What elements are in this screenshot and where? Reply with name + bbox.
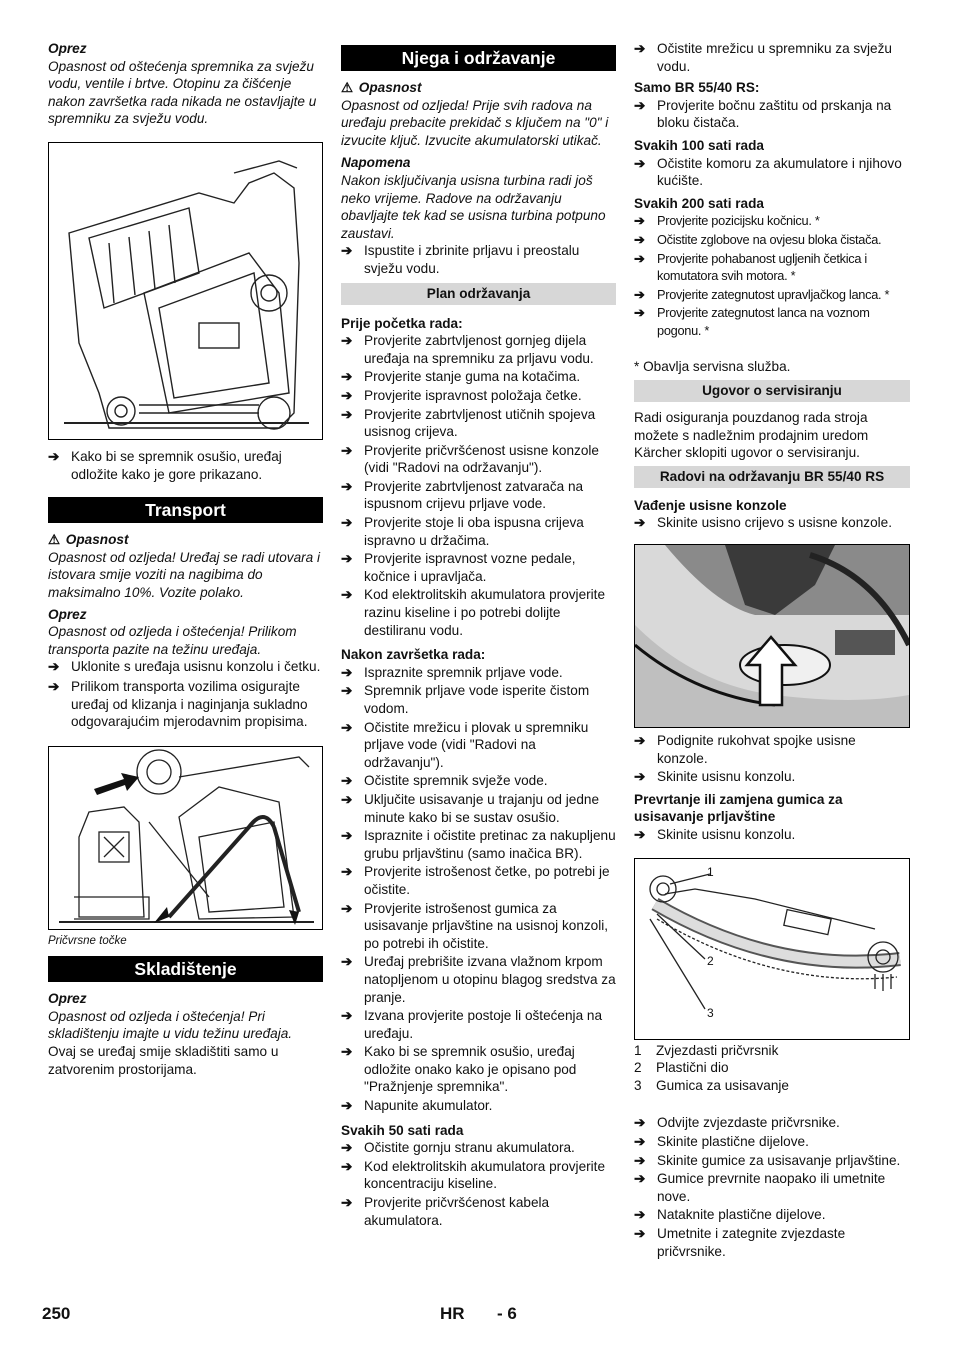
arrow-right-icon: ➔ xyxy=(341,719,353,735)
caution-heading-3: Oprez xyxy=(48,991,87,1007)
caution-text-3: Opasnost od ozljeda i oštećenja! Pri skladištenju imajte u vidu težinu uređaja. xyxy=(48,1008,293,1042)
fixing-points-figure xyxy=(48,746,323,930)
every-50-hours-list xyxy=(341,1139,616,1229)
list-item: ➔ Provjerite pričvršćenost usisne konzole (vidi "Radovi na održavanju"). xyxy=(341,442,599,476)
list-item: ➔ Podignite rukohvat spojke usisne konzole. xyxy=(634,733,856,766)
arrow-right-icon: ➔ xyxy=(341,900,353,916)
arrow-right-icon: ➔ xyxy=(341,1195,353,1211)
arrow-right-icon: ➔ xyxy=(341,478,353,494)
list-item: ➔ Provjerite zategnutost lanca na voznom pogonu. * xyxy=(634,305,870,338)
mesh-bullet: ➔ Očistite mrežicu u spremniku za svježu vodu. xyxy=(634,41,892,74)
arrow-right-icon: ➔ xyxy=(341,1044,353,1060)
list-item: ➔ Kod elektrolitskih akumulatora provjerite razinu kiseline i po potrebi dolijte destiliranu vodu. xyxy=(341,587,606,638)
arrow-right-icon: ➔ xyxy=(634,827,646,843)
list-item: ➔ Izvana provjerite postoje li oštećenja na uređaju. xyxy=(341,1008,603,1041)
before-work-heading: Prije početka rada: xyxy=(341,315,463,331)
removal-bullet: ➔ Skinite usisno crijevo s usisne konzole. xyxy=(634,515,892,531)
storage-text: Ovaj se uređaj smije skladištiti samo u zatvorenim prostorijama. xyxy=(48,1044,279,1077)
callout-2: 2 xyxy=(707,953,714,968)
list-item: ➔ Provjerite pohabanost ugljenih četkica i komutatora svih motora. * xyxy=(634,250,867,284)
list-item: ➔ Skinite plastične dijelove. xyxy=(634,1134,809,1149)
list-item: ➔ Očistite spremnik svježe vode. xyxy=(341,773,548,789)
arrow-right-icon: ➔ xyxy=(341,683,353,699)
arrow-right-icon: ➔ xyxy=(634,213,645,229)
arrow-right-icon: ➔ xyxy=(341,664,353,680)
plan-heading: Plan održavanja xyxy=(341,283,616,305)
column-2 xyxy=(341,45,616,1229)
arrow-right-icon: ➔ xyxy=(634,1225,646,1241)
removal-heading: Vađenje usisne konzole xyxy=(634,497,787,513)
list-item: ➔ Skinite usisnu konzolu. xyxy=(634,769,796,785)
flip-replace-heading: Prevrtanje ili zamjena gumica za usisavanje prljavštine xyxy=(634,791,843,825)
every-100-hours-bullet: ➔ Očistite komoru za akumulatore i njihovo kućište. xyxy=(634,155,902,189)
callout-3: 3 xyxy=(707,1005,714,1020)
arrow-right-icon: ➔ xyxy=(341,587,353,603)
list-item: ➔ Provjerite stanje guma na kotačima. xyxy=(341,369,581,385)
section-storage-heading: Skladištenje xyxy=(48,956,323,982)
arrow-right-icon: ➔ xyxy=(634,769,646,785)
list-item: ➔ Ispraznite i očistite pretinac za nakupljenu grubu prljavštinu (samo inačica BR). xyxy=(341,828,616,861)
arrow-right-icon: ➔ xyxy=(341,387,353,403)
list-item: ➔ Uključite usisavanje u trajanju od jedne minute kako bi se sustav osušio. xyxy=(341,791,600,825)
suction-coupling-photo xyxy=(634,544,910,728)
arrow-right-icon: ➔ xyxy=(341,515,353,531)
every-50-hours-heading: Svakih 50 sati rada xyxy=(341,1122,464,1138)
arrow-right-icon: ➔ xyxy=(48,659,60,675)
list-item: ➔ Kod elektrolitskih akumulatora provjerite koncentraciju kiseline. xyxy=(341,1158,606,1192)
arrow-right-icon: ➔ xyxy=(634,231,645,247)
suction-coupling-illustration xyxy=(635,545,909,727)
warning-triangle-icon: ⚠ xyxy=(341,80,354,95)
warning-triangle-icon: ⚠ xyxy=(48,532,61,548)
page-number: 250 xyxy=(42,1304,71,1323)
arrow-right-icon: ➔ xyxy=(634,250,645,266)
arrow-right-icon: ➔ xyxy=(341,1008,353,1024)
caution-text: Opasnost od oštećenja spremnika za svježu vodu, ventile i brtve. Otopinu za čišćenje nakon završetka rada nikada ne ostavljajte u spremniku za svježu vodu. xyxy=(48,58,317,127)
arrow-right-icon: ➔ xyxy=(341,333,353,349)
arrow-right-icon: ➔ xyxy=(341,791,353,807)
contract-heading: Ugovor o servisiranju xyxy=(634,380,910,402)
suction-bar-figure xyxy=(634,858,910,1040)
list-item: ➔ Provjerite zategnutost upravljačkog lanca. * xyxy=(634,286,890,302)
language-code: HR xyxy=(440,1304,465,1323)
arrow-right-icon: ➔ xyxy=(341,954,353,970)
column-1 xyxy=(48,40,323,1078)
list-item: ➔ Provjerite stoje li oba ispusna crijeva ispravno u držačima. xyxy=(341,515,584,548)
arrow-right-icon: ➔ xyxy=(634,97,646,113)
list-item: ➔ Prilikom transporta vozilima osigurajte uređaj od klizanja i naginjanja sukladno odgovarajućim mjerodavnim propisima. xyxy=(48,678,308,730)
list-item: ➔ Provjerite zabrtvljenost utičnih spojeva usisnog crijeva. xyxy=(341,406,596,440)
section-maintenance-heading: Njega i održavanje xyxy=(341,45,616,71)
danger-text: Opasnost od ozljeda! Uređaj se radi utovara i istovara smije voziti na nagibima do maksimalno 10%. Vozite polako. xyxy=(48,549,321,600)
arrow-right-icon: ➔ xyxy=(634,286,645,302)
arrow-right-icon: ➔ xyxy=(634,733,646,749)
danger-heading: ⚠ Opasnost xyxy=(341,80,422,95)
arrow-right-icon: ➔ xyxy=(634,1171,646,1187)
works-heading: Radovi na održavanju BR 55/40 RS xyxy=(634,466,910,488)
drain-bullet: ➔ Kako bi se spremnik osušio, uređaj odložite kako je gore prikazano. xyxy=(48,448,282,482)
list-item: ➔ Provjerite pričvršćenost kabela akumulatora. xyxy=(341,1195,550,1228)
caution-text-2: Opasnost od ozljeda i oštećenja! Prilikom transporta pazite na težinu uređaja. xyxy=(48,624,297,657)
figure-legend xyxy=(634,1042,910,1095)
arrow-right-icon: ➔ xyxy=(48,678,60,694)
list-item: ➔ Odvijte zvjezdaste pričvrsnike. xyxy=(634,1115,840,1131)
arrow-right-icon: ➔ xyxy=(634,515,646,531)
list-item: ➔ Skinite gumice za usisavanje prljavštine. xyxy=(634,1152,901,1168)
arrow-right-icon: ➔ xyxy=(341,1140,353,1156)
legend-item: 3 Gumica za usisavanje xyxy=(634,1077,789,1093)
legend-item: 2 Plastični dio xyxy=(634,1060,729,1076)
note-text: Nakon isključivanja usisna turbina radi još neko vrijeme. Radove na održavanju obavljajte tek kad se usisna turbina potpuno zaustavi. xyxy=(341,172,606,241)
fixing-points-illustration xyxy=(49,747,322,929)
list-item: ➔ Očistite gornju stranu akumulatora. xyxy=(341,1140,575,1156)
arrow-right-icon: ➔ xyxy=(341,243,353,259)
arrow-right-icon: ➔ xyxy=(341,369,353,385)
arrow-right-icon: ➔ xyxy=(341,442,353,458)
after-work-list xyxy=(341,664,616,1115)
list-item: ➔ Očistite zglobove na ovjesu bloka čistača. xyxy=(634,231,882,247)
arrow-right-icon: ➔ xyxy=(634,1134,646,1149)
arrow-right-icon: ➔ xyxy=(634,155,646,171)
list-item: ➔ Provjerite pozicijsku kočnicu. * xyxy=(634,213,820,229)
service-footnote: * Obavlja servisna služba. xyxy=(634,358,791,374)
arrow-right-icon: ➔ xyxy=(634,41,646,56)
before-work-list xyxy=(341,332,616,639)
list-item: ➔ Nataknite plastične dijelove. xyxy=(634,1207,826,1223)
list-item: ➔ Napunite akumulator. xyxy=(341,1098,493,1114)
column-3 xyxy=(634,40,910,1260)
arrow-right-icon: ➔ xyxy=(341,1098,353,1114)
list-item: ➔ Provjerite zabrtvljenost gornjeg dijela uređaja na spremniku za prljavu vodu. xyxy=(341,333,594,366)
arrow-right-icon: ➔ xyxy=(341,864,353,880)
arrow-right-icon: ➔ xyxy=(341,551,353,567)
arrow-right-icon: ➔ xyxy=(48,448,60,464)
caution-heading-2: Oprez xyxy=(48,606,87,622)
callout-1: 1 xyxy=(707,864,714,879)
contract-text: Radi osiguranja pouzdanog rada stroja možete s nadležnim prodajnim uredom Kärcher sklopiti ugovor o servisiranju. xyxy=(634,410,869,461)
arrow-right-icon: ➔ xyxy=(341,773,353,789)
only-model-heading: Samo BR 55/40 RS: xyxy=(634,80,760,96)
figure-caption: Pričvrsne točke xyxy=(48,934,127,947)
list-item: ➔ Kako bi se spremnik osušio, uređaj odložite onako kako je opisano pod "Pražnjenje spremnika". xyxy=(341,1044,577,1095)
after-work-heading: Nakon završetka rada: xyxy=(341,647,486,663)
list-item: ➔ Provjerite zabrtvljenost zatvarača na ispusnom crijevu prljave vode. xyxy=(341,478,584,512)
section-transport-heading: Transport xyxy=(48,497,323,523)
arrow-right-icon: ➔ xyxy=(341,1158,353,1174)
arrow-right-icon: ➔ xyxy=(634,1115,646,1131)
list-item: ➔ Uređaj prebrišite izvana vlažnom krpom natopljenom u otopinu blagog sredstva za pranje. xyxy=(341,954,616,1005)
arrow-right-icon: ➔ xyxy=(634,1152,646,1168)
list-item: ➔ Umetnite i zategnite zvjezdaste pričvrsnike. xyxy=(634,1225,846,1259)
arrow-right-icon: ➔ xyxy=(634,1207,646,1223)
machine-tilted-figure xyxy=(48,142,323,440)
arrow-right-icon: ➔ xyxy=(341,828,353,844)
list-item: ➔ Provjerite ispravnost vozne pedale, kočnice i upravljača. xyxy=(341,551,576,584)
machine-tilted-illustration xyxy=(49,143,322,439)
only-model-bullet: ➔ Provjerite bočnu zaštitu od prskanja na bloku čistača. xyxy=(634,97,892,131)
suction-bar-illustration xyxy=(635,859,909,1039)
every-200-hours-list xyxy=(634,212,910,339)
list-item: ➔ Provjerite istrošenost gumica za usisavanje prljavštine na usisnoj konzoli, po potrebi ih očistite. xyxy=(341,900,609,951)
danger-text: Opasnost od ozljeda! Prije svih radova na uređaju prebacite prekidač s ključem na "0" i izvucite ključ. Izvucite akumulatorski utikač. xyxy=(341,97,609,148)
final-steps-list xyxy=(634,1114,910,1260)
list-item: ➔ Spremnik prljave vode isperite čistom vodom. xyxy=(341,683,590,716)
removal-list xyxy=(634,732,910,786)
drain-bullet: ➔ Ispustite i zbrinite prljavu i preostalu svježu vodu. xyxy=(341,243,580,276)
arrow-right-icon: ➔ xyxy=(634,305,645,321)
note-heading: Napomena xyxy=(341,155,411,171)
every-100-hours-heading: Svakih 100 sati rada xyxy=(634,137,764,153)
list-item: ➔ Očistite mrežicu i plovak u spremniku prljave vode (vidi "Radovi na održavanju"). xyxy=(341,719,589,770)
caution-heading: Oprez xyxy=(48,41,87,56)
danger-heading: ⚠ Opasnost xyxy=(48,532,129,548)
list-item: ➔ Ispraznite spremnik prljave vode. xyxy=(341,664,563,680)
list-item: ➔ Uklonite s uređaja usisnu konzolu i četku. xyxy=(48,659,321,675)
list-item: ➔ Gumice prevrnite naopako ili umetnite nove. xyxy=(634,1171,886,1204)
flip-bullet: ➔ Skinite usisnu konzolu. xyxy=(634,827,796,843)
every-200-hours-heading: Svakih 200 sati rada xyxy=(634,195,764,211)
list-item: ➔ Provjerite ispravnost položaja četke. xyxy=(341,387,582,403)
list-item: ➔ Provjerite istrošenost četke, po potrebi je očistite. xyxy=(341,864,610,897)
arrow-right-icon: ➔ xyxy=(341,406,353,422)
legend-item: 1 Zvjezdasti pričvrsnik xyxy=(634,1042,779,1058)
sub-page-number: - 6 xyxy=(497,1304,517,1323)
